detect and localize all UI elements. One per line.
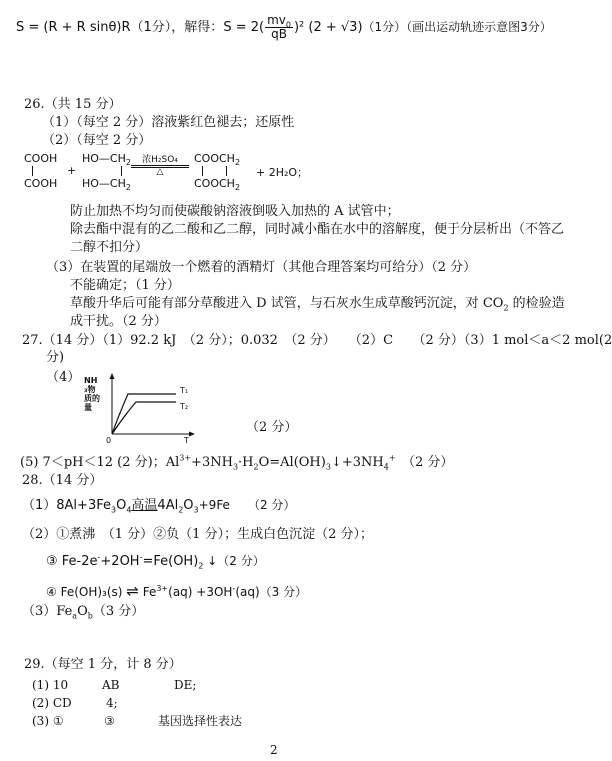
formula-score-1: （1分），解得： bbox=[130, 20, 224, 35]
q28l5b: O bbox=[77, 604, 88, 619]
q28l3b: +2OH bbox=[100, 554, 140, 569]
q28l4a: ④ Fe(OH)₃(s) bbox=[46, 585, 123, 599]
q28-condition-high-temp: 高温 bbox=[131, 498, 158, 513]
product-ester-bottom bbox=[194, 177, 241, 193]
curve-t2 bbox=[112, 402, 176, 434]
reactant-acid-top: COOH bbox=[24, 152, 58, 165]
q29-r1-c1: (1) 10 bbox=[32, 678, 69, 692]
l5a: (5) 7＜pH＜12 (2 分)；Al bbox=[20, 455, 180, 470]
l5b: +3NH bbox=[191, 455, 233, 470]
q28l1sub2: 4 bbox=[126, 505, 132, 515]
q28l1b: O bbox=[116, 498, 127, 513]
q28l5a: （3）Fe bbox=[22, 604, 73, 619]
q28l1sub3: 2 bbox=[178, 505, 184, 515]
q28-line2: （2）①煮沸 （1 分）②负（1 分）；生成白色沉淀（2 分）； bbox=[22, 527, 373, 542]
q26-line4: 除去酯中混有的乙二酸和乙二醇，同时减小酯在水中的溶解度，便于分层析出（不答乙 bbox=[70, 222, 565, 237]
q28l4sup2: - bbox=[232, 584, 236, 593]
q26-line8-b: 的检验造 bbox=[508, 296, 565, 311]
product-ester-top bbox=[194, 152, 241, 168]
curve-t1 bbox=[112, 394, 176, 434]
product-water: + 2H₂O； bbox=[256, 166, 309, 179]
diol-bottom-sub: 2 bbox=[125, 183, 131, 193]
q26-line8 bbox=[70, 296, 565, 312]
l5sub1: 3 bbox=[232, 462, 239, 472]
plus-sign-1: + bbox=[67, 164, 77, 177]
q29-r1-c2: AB bbox=[102, 678, 120, 692]
diol-bottom-label: HO—CH bbox=[82, 177, 126, 190]
top-formula-line bbox=[16, 14, 552, 41]
q26-line8-a: 草酸升华后可能有部分草酸进入 D 试管，与石灰水生成草酸钙沉淀，对 CO bbox=[70, 296, 504, 311]
q28-line3 bbox=[46, 553, 265, 570]
q26-line1: （1）（每空 2 分）溶液紫红色褪去；还原性 bbox=[42, 115, 295, 130]
q28l3d: ↓（2 分） bbox=[203, 554, 265, 568]
q28l4b: Fe bbox=[142, 585, 157, 599]
formula-fraction bbox=[265, 14, 293, 41]
q29-r2-c2: 4; bbox=[106, 696, 118, 710]
formula-s-suffix: )² (2 + √3) bbox=[293, 20, 363, 35]
frac-num: mv bbox=[267, 13, 286, 27]
l5e: ↓+3NH bbox=[330, 455, 384, 470]
l5sub4: 4 bbox=[383, 462, 389, 472]
q28-line5 bbox=[22, 604, 144, 620]
q29-r3-c1: (3) ① bbox=[32, 714, 64, 728]
q28l3sup1: - bbox=[97, 552, 101, 562]
q28l1sub4: 3 bbox=[193, 505, 199, 515]
q28l3a: ③ Fe-2e bbox=[46, 554, 98, 569]
l5c: ·H bbox=[238, 455, 254, 470]
l5d: O=Al(OH) bbox=[258, 455, 326, 470]
q28-line4 bbox=[46, 583, 307, 600]
frac-den: qB bbox=[271, 27, 287, 41]
q28l5sub1: a bbox=[72, 611, 78, 621]
graph-x-label: T bbox=[184, 436, 189, 445]
q27-line3: （4） bbox=[46, 370, 81, 385]
q28l1f: +9Fe （2 分） bbox=[198, 498, 296, 512]
q27-score4: （2 分） bbox=[246, 420, 298, 435]
diol-top-label: HO—CH bbox=[82, 152, 126, 165]
frac-num-sub: 0 bbox=[285, 20, 291, 30]
graph-origin: 0 bbox=[106, 436, 112, 445]
q28l5sub2: b bbox=[87, 611, 93, 621]
diol-top-sub: 2 bbox=[125, 158, 131, 168]
q29-r2-c1: (2) CD bbox=[32, 696, 72, 710]
q26-header: 26.（共 15 分） bbox=[24, 97, 122, 112]
q28l1sub1: 3 bbox=[110, 505, 117, 515]
ester-top-label: COOCH bbox=[194, 152, 235, 165]
q29-r3-c3: 基因选择性表达 bbox=[158, 714, 243, 728]
equilibrium-arrow-icon: ⇌ bbox=[126, 582, 139, 600]
l5sup2: + bbox=[388, 453, 396, 463]
q27-line2: 分) bbox=[46, 350, 65, 365]
arrow-condition-bottom: △ bbox=[156, 167, 164, 177]
reactant-diol-top bbox=[82, 152, 131, 168]
q28l1a: （1）8Al+3Fe bbox=[22, 498, 111, 513]
page-number: 2 bbox=[270, 743, 278, 757]
graph-y-label: NH₃物质的量 bbox=[84, 376, 100, 412]
l5f: （2 分） bbox=[395, 455, 454, 470]
q29-header: 29.（每空 1 分，计 8 分） bbox=[24, 657, 182, 672]
q27-line5 bbox=[20, 455, 453, 471]
q29-r3-c2: ③ bbox=[104, 714, 115, 728]
graph-t2-label: T₂ bbox=[180, 402, 189, 411]
graph-t1-label: T₁ bbox=[180, 386, 189, 395]
q26-line6: （3）在装置的尾端放一个燃着的酒精灯（其他合理答案均可给分）（2 分） bbox=[46, 260, 477, 275]
l5sub3: 3 bbox=[325, 462, 331, 472]
q26-line9: 成干扰。（2 分） bbox=[70, 314, 167, 329]
q26-line5: 二醇不扣分） bbox=[70, 240, 149, 255]
formula-s-prefix: S = 2( bbox=[223, 20, 265, 35]
q28-header: 28.（14 分） bbox=[22, 473, 103, 488]
ester-bottom-label: COOCH bbox=[194, 177, 235, 190]
q28l4c: (aq) +3OH bbox=[168, 585, 233, 599]
arrow-condition-top: 浓H₂SO₄ bbox=[142, 155, 178, 165]
l5sup1: 3+ bbox=[179, 453, 192, 463]
q28l5c: （3 分） bbox=[92, 604, 145, 619]
q26-line2: （2）（每空 2 分） bbox=[42, 133, 152, 148]
reactant-acid-bottom: COOH bbox=[24, 177, 58, 190]
l5sub2: 2 bbox=[253, 462, 259, 472]
q26-line8-sub: 2 bbox=[503, 303, 509, 313]
q28l4d: (aq)（3 分） bbox=[235, 585, 308, 599]
q28l3sup2: - bbox=[139, 552, 143, 562]
q28l1e: O bbox=[183, 498, 194, 513]
q26-line7: 不能确定；（1 分） bbox=[70, 278, 180, 293]
formula-s-part1: S = (R + R sinθ)R bbox=[16, 20, 131, 35]
q29-r1-c3: DE; bbox=[174, 678, 197, 692]
q26-reaction bbox=[24, 152, 344, 194]
reaction-arrow bbox=[131, 156, 189, 176]
q26-line3: 防止加热不均匀而使碳酸钠溶液倒吸入加热的 A 试管中； bbox=[70, 204, 400, 219]
ester-top-sub: 2 bbox=[234, 158, 241, 168]
nh3-graph bbox=[84, 372, 204, 448]
q28l3sub: 2 bbox=[198, 561, 204, 571]
q28l3c: =Fe(OH) bbox=[142, 554, 199, 569]
q28l1d: 4Al bbox=[157, 498, 179, 513]
reactant-diol-bottom bbox=[82, 177, 131, 193]
q27-line1: 27.（14 分）（1）92.2 kJ （2 分）；0.032 （2 分） （2）C （2 分）（3）1 mol＜a＜2 mol(2 bbox=[22, 333, 612, 348]
ester-bottom-sub: 2 bbox=[234, 183, 241, 193]
q28l4sup: 3+ bbox=[156, 584, 169, 593]
formula-score-2: （1分）（画出运动轨迹示意图3分） bbox=[362, 20, 552, 34]
q28-line1 bbox=[22, 497, 295, 514]
